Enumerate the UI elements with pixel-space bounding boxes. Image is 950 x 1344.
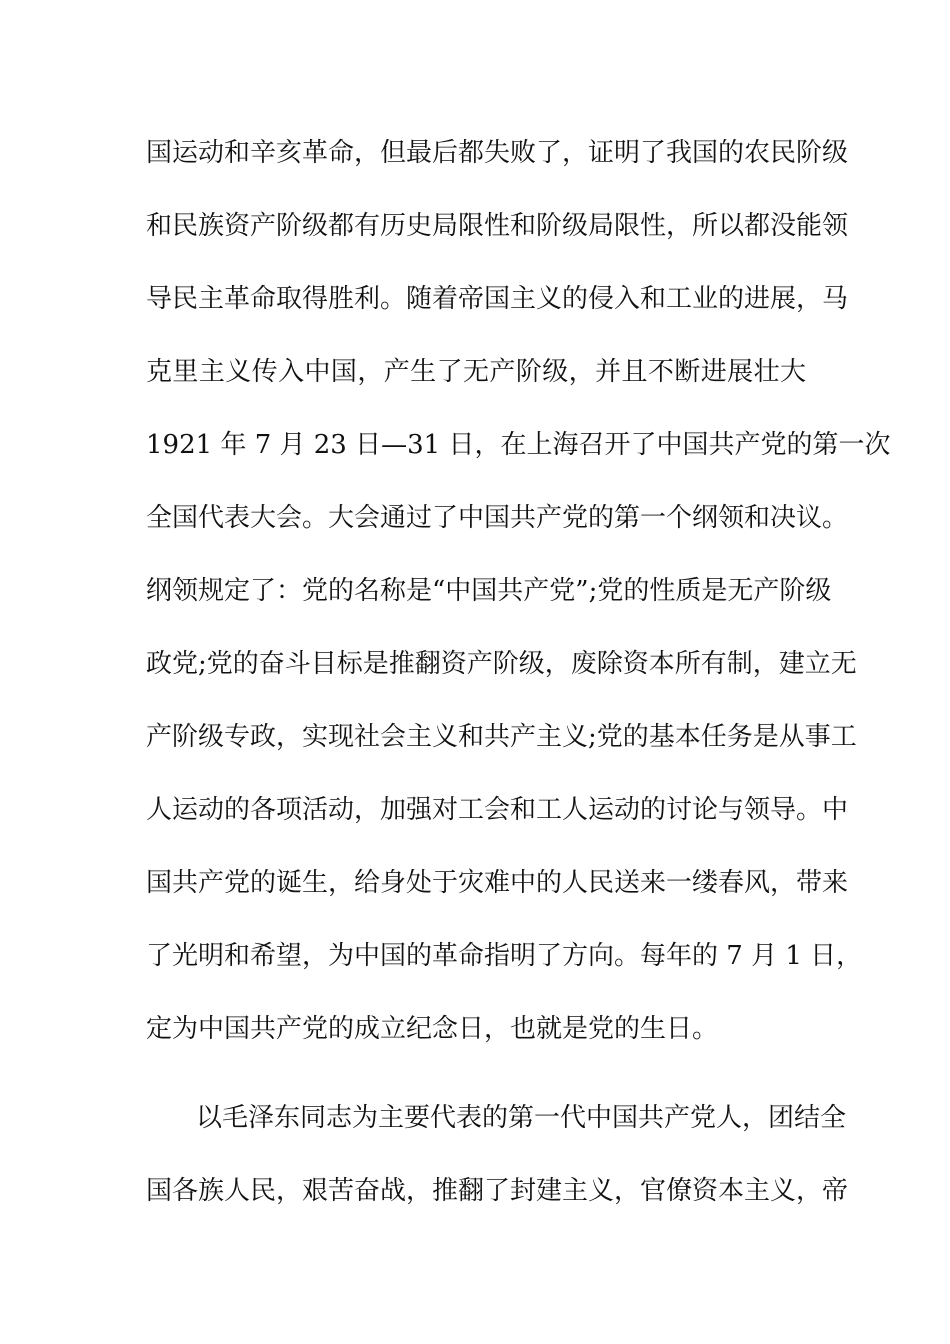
text-line-9: 产阶级专政，实现社会主义和共产主义;党的基本任务是从事工 [146, 722, 857, 752]
text-line-7: 纲领规定了：党的名称是“中国共产党”;党的性质是无产阶级 [146, 576, 832, 606]
text-line-12: 了光明和希望，为中国的革命指明了方向。每年的 7 月 1 日， [146, 941, 863, 971]
text-line-1: 国运动和辛亥革命，但最后都失败了，证明了我国的农民阶级 [146, 138, 849, 168]
text-line-3: 导民主革命取得胜利。随着帝国主义的侵入和工业的进展，马 [146, 284, 849, 314]
text-line-2: 和民族资产阶级都有历史局限性和阶级局限性，所以都没能领 [146, 211, 849, 241]
text-line-8: 政党;党的奋斗目标是推翻资产阶级，废除资本所有制，建立无 [146, 649, 857, 679]
text-line-15: 国各族人民，艰苦奋战，推翻了封建主义，官僚资本主义，帝 [146, 1176, 849, 1206]
text-line-14: 以毛泽东同志为主要代表的第一代中国共产党人，团结全 [196, 1103, 847, 1133]
text-line-6: 全国代表大会。大会通过了中国共产党的第一个纲领和决议。 [146, 503, 849, 533]
text-line-10: 人运动的各项活动，加强对工会和工人运动的讨论与领导。中 [146, 795, 849, 825]
text-line-11: 国共产党的诞生，给身处于灾难中的人民送来一缕春风，带来 [146, 868, 849, 898]
text-line-13: 定为中国共产党的成立纪念日，也就是党的生日。 [146, 1014, 719, 1044]
text-line-5: 1921 年 7 月 23 日—31 日，在上海召开了中国共产党的第一次 [146, 430, 891, 460]
text-line-4: 克里主义传入中国，产生了无产阶级，并且不断进展壮大 [146, 357, 806, 387]
